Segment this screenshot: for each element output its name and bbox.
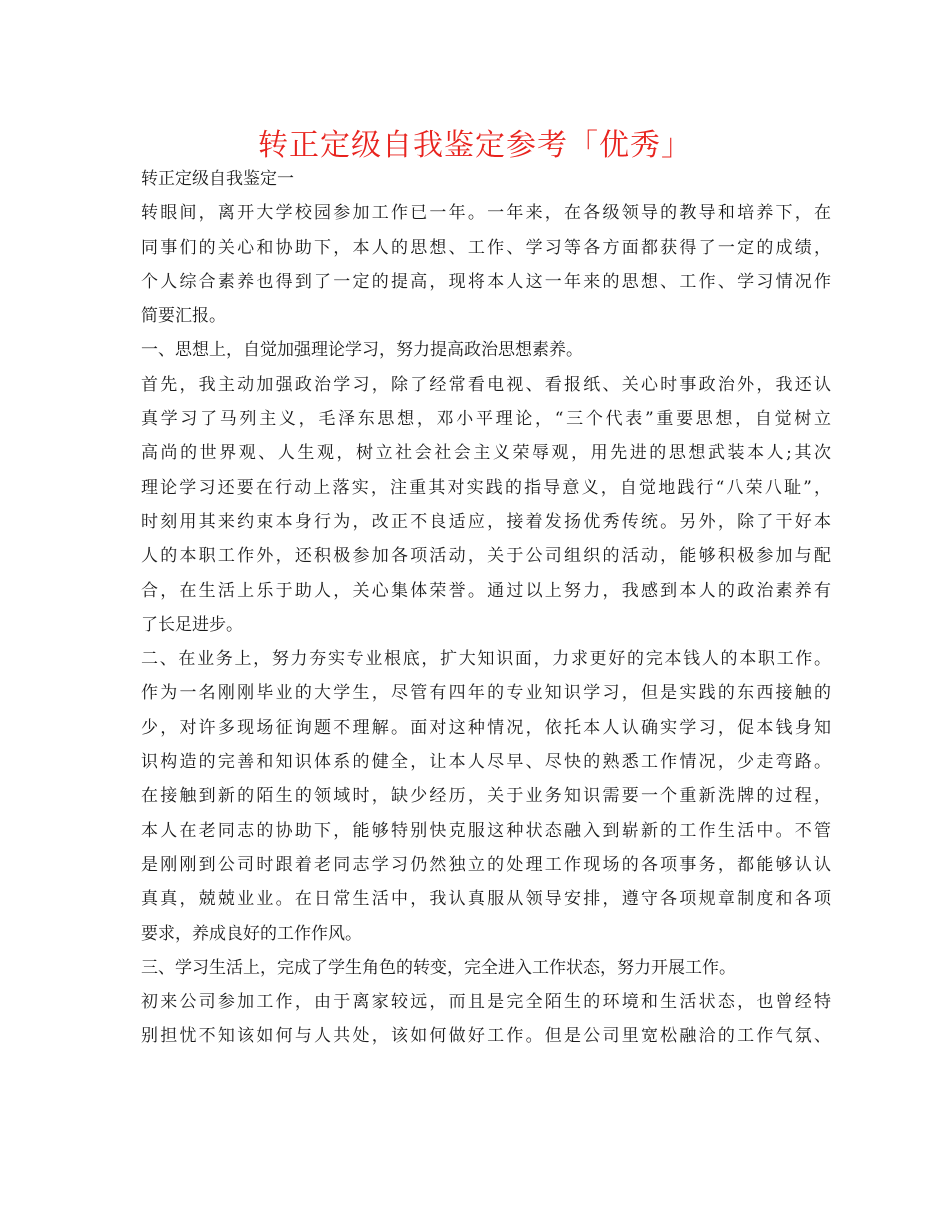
text-line: 简要汇报。 — [141, 306, 226, 327]
text-line: 本人在老同志的协助下，能够特别快克服这种状态融入到崭新的工作生活中。不管 — [141, 820, 831, 841]
text-line: 时刻用其来约束本身行为，改正不良适应，接着发扬优秀传统。另外，除了干好本 — [141, 511, 831, 532]
text-line: 别担忧不知该如何与人共处，该如何做好工作。但是公司里宽松融洽的工作气氛、 — [141, 1026, 831, 1047]
text-line: 真学习了马列主义，毛泽东思想，邓小平理论，“三个代表”重要思想，自觉树立 — [141, 409, 831, 430]
text-line: 转眼间，离开大学校园参加工作已一年。一年来，在各级领导的教导和培养下，在 — [141, 203, 831, 224]
text-line: 高尚的世界观、人生观，树立社会社会主义荣辱观，用先进的思想武装本人;其次 — [141, 443, 831, 464]
document-title: 转正定级自我鉴定参考「优秀」 — [258, 128, 692, 163]
text-line: 在接触到新的陌生的领域时，缺少经历，关于业务知识需要一个重新洗牌的过程， — [141, 786, 831, 807]
text-line: 识构造的完善和知识体系的健全，让本人尽早、尽快的熟悉工作情况，少走弯路。 — [141, 752, 831, 773]
text-line: 要求，养成良好的工作作风。 — [141, 923, 362, 944]
text-line: 三、学习生活上，完成了学生角色的转变，完全进入工作状态，努力开展工作。 — [141, 957, 736, 978]
text-line: 是刚刚到公司时跟着老同志学习仍然独立的处理工作现场的各项事务，都能够认认 — [141, 854, 831, 875]
text-line: 初来公司参加工作，由于离家较远，而且是完全陌生的环境和生活状态，也曾经特 — [141, 992, 831, 1013]
text-line: 理论学习还要在行动上落实，注重其对实践的指导意义，自觉地践行“八荣八耻”， — [141, 477, 831, 498]
text-line: 少，对许多现场征询题不理解。面对这种情况，依托本人认确实学习，促本钱身知 — [141, 717, 831, 738]
text-line: 首先，我主动加强政治学习，除了经常看电视、看报纸、关心时事政治外，我还认 — [141, 374, 831, 395]
text-line: 二、在业务上，努力夯实专业根底，扩大知识面，力求更好的完本钱人的本职工作。 — [141, 649, 831, 670]
text-line: 转正定级自我鉴定一 — [141, 169, 294, 189]
text-line: 了长足进步。 — [141, 614, 243, 635]
document-body — [141, 162, 831, 1054]
text-line: 真真，兢兢业业。在日常生活中，我认真服从领导安排，遵守各项规章制度和各项 — [141, 889, 831, 910]
text-line: 同事们的关心和协助下，本人的思想、工作、学习等各方面都获得了一定的成绩， — [141, 237, 831, 258]
text-line: 人的本职工作外，还积极参加各项活动，关于公司组织的活动，能够积极参加与配 — [141, 546, 831, 567]
text-line: 合，在生活上乐于助人，关心集体荣誉。通过以上努力，我感到本人的政治素养有 — [141, 580, 831, 601]
text-line: 个人综合素养也得到了一定的提高，现将本人这一年来的思想、工作、学习情况作 — [141, 271, 831, 292]
text-line: 一、思想上，自觉加强理论学习，努力提高政治思想素养。 — [141, 340, 583, 361]
text-line: 作为一名刚刚毕业的大学生，尽管有四年的专业知识学习，但是实践的东西接触的 — [141, 683, 831, 704]
